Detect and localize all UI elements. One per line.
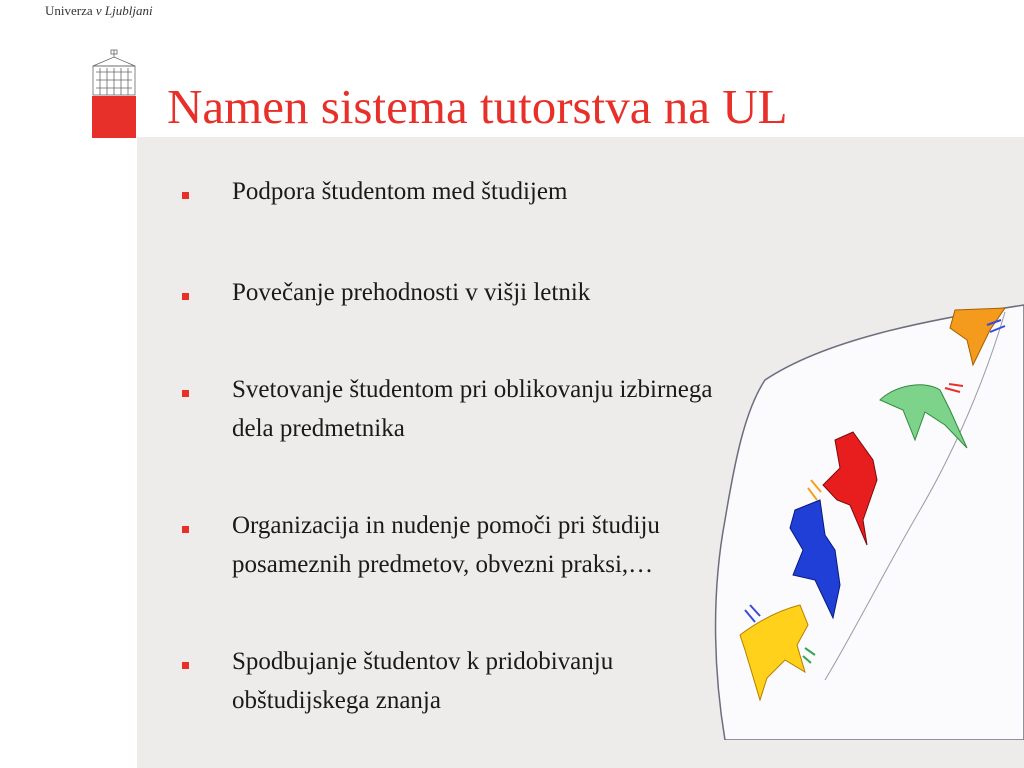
bullet-item <box>180 506 740 584</box>
bullet-square-icon <box>182 293 189 300</box>
bullet-text: Svetovanje študentom pri oblikovanju izbirnega dela predmetnika <box>232 376 713 442</box>
bullet-text: Podpora študentom med študijem <box>232 178 568 205</box>
bullet-square-icon <box>182 192 189 199</box>
university-name <box>45 3 153 19</box>
bullet-square-icon <box>182 526 189 533</box>
bullet-text: Organizacija in nudenje pomoči pri študiju posameznih predmetov, obvezni praksi,… <box>232 512 660 578</box>
slide-title: Namen sistema tutorstva na UL <box>167 79 788 134</box>
university-building-icon <box>90 48 138 96</box>
climbing-figures-icon <box>705 300 1024 740</box>
university-name-italic: v Ljubljani <box>95 3 153 18</box>
bullet-item <box>180 642 740 720</box>
bullet-item <box>180 273 740 312</box>
university-name-regular: Univerza <box>45 3 96 18</box>
bullet-square-icon <box>182 390 189 397</box>
bullet-item <box>180 370 740 448</box>
bullet-item <box>180 172 740 211</box>
bullet-text: Povečanje prehodnosti v višji letnik <box>232 279 591 306</box>
bullet-text: Spodbujanje študentov k pridobivanju obštudijskega znanja <box>232 648 614 714</box>
bullet-square-icon <box>182 662 189 669</box>
logo-red-bar <box>92 96 136 138</box>
bullet-list <box>180 172 740 720</box>
